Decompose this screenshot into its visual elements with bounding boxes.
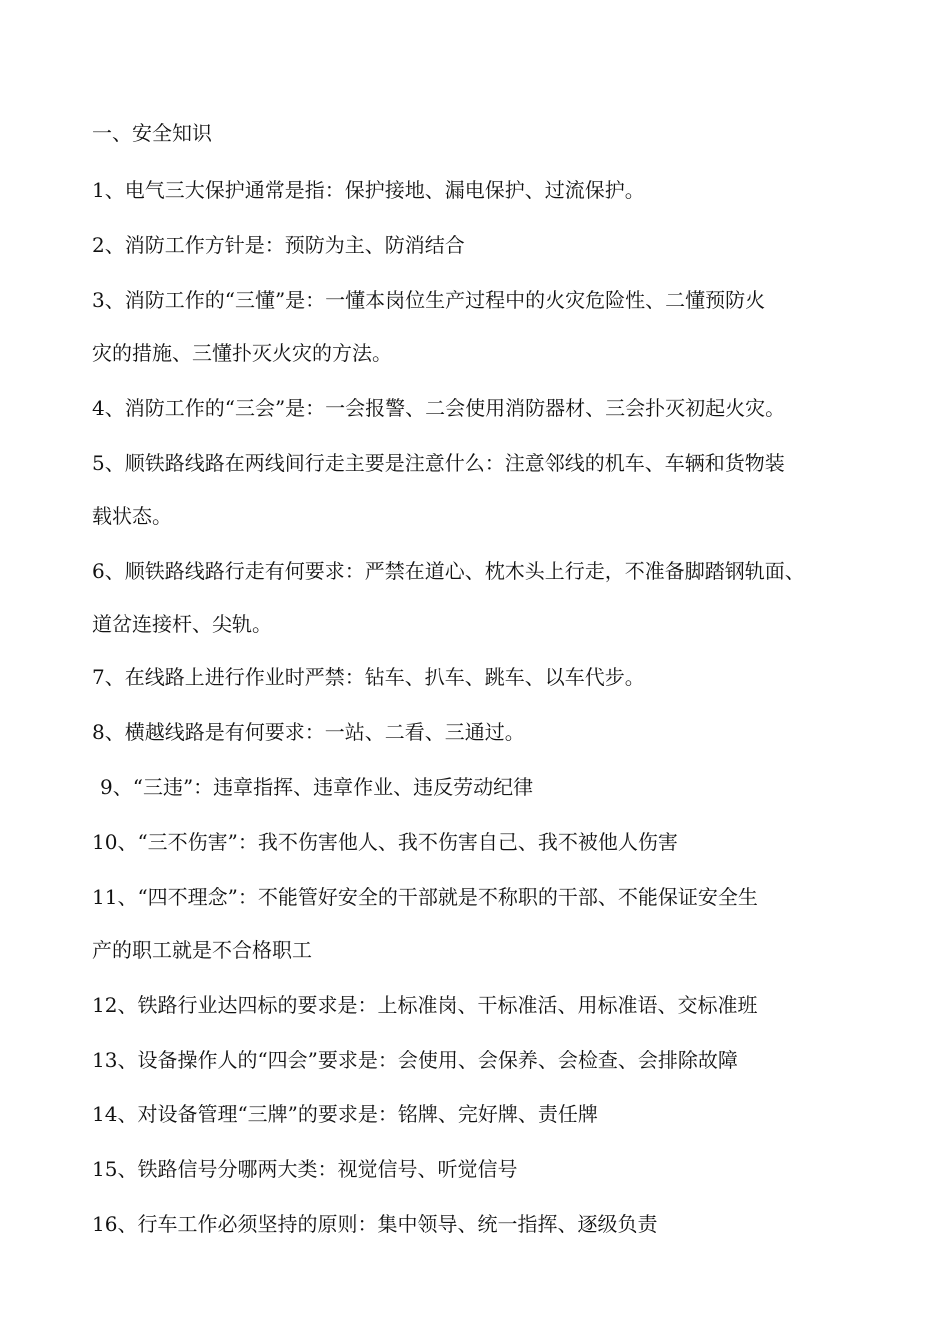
text-line-16: 16、行车工作必须坚持的原则：集中领导、统一指挥、逐级负责	[92, 1212, 658, 1236]
text-line-3: 3、消防工作的“三懂”是：一懂本岗位生产过程中的火灾危险性、二懂预防火	[92, 288, 766, 312]
text-line-4: 4、消防工作的“三会”是：一会报警、二会使用消防器材、三会扑灭初起火灾。	[92, 396, 786, 420]
text-line-3-cont: 灾的措施、三懂扑灭火灾的方法。	[92, 341, 392, 365]
text-line-7: 7、在线路上进行作业时严禁：钻车、扒车、跳车、以车代步。	[92, 665, 645, 689]
text-line-14: 14、对设备管理“三牌”的要求是：铭牌、完好牌、责任牌	[92, 1102, 598, 1126]
text-line-11-cont: 产的职工就是不合格职工	[92, 938, 312, 962]
text-line-10: 10、“三不伤害”：我不伤害他人、我不伤害自己、我不被他人伤害	[92, 830, 678, 854]
text-line-1: 1、电气三大保护通常是指：保护接地、漏电保护、过流保护。	[92, 178, 645, 202]
text-line-15: 15、铁路信号分哪两大类：视觉信号、听觉信号	[92, 1157, 518, 1181]
text-line-6-cont: 道岔连接杆、尖轨。	[92, 612, 272, 636]
text-line-5-cont: 载状态。	[92, 504, 172, 528]
text-line-12: 12、铁路行业达四标的要求是：上标准岗、干标准活、用标准语、交标准班	[92, 993, 758, 1017]
text-line-11: 11、“四不理念”：不能管好安全的干部就是不称职的干部、不能保证安全生	[92, 885, 758, 909]
text-line-9: 9、“三违”：违章指挥、违章作业、违反劳动纪律	[100, 775, 534, 799]
section-heading: 一、安全知识	[92, 121, 212, 145]
text-line-13: 13、设备操作人的“四会”要求是：会使用、会保养、会检查、会排除故障	[92, 1048, 738, 1072]
text-line-5: 5、顺铁路线路在两线间行走主要是注意什么：注意邻线的机车、车辆和货物装	[92, 451, 785, 475]
text-line-6: 6、顺铁路线路行走有何要求：严禁在道心、枕木头上行走，不准备脚踏钢轨面、	[92, 559, 805, 583]
text-line-2: 2、消防工作方针是：预防为主、防消结合	[92, 233, 465, 257]
text-line-8: 8、横越线路是有何要求：一站、二看、三通过。	[92, 720, 525, 744]
